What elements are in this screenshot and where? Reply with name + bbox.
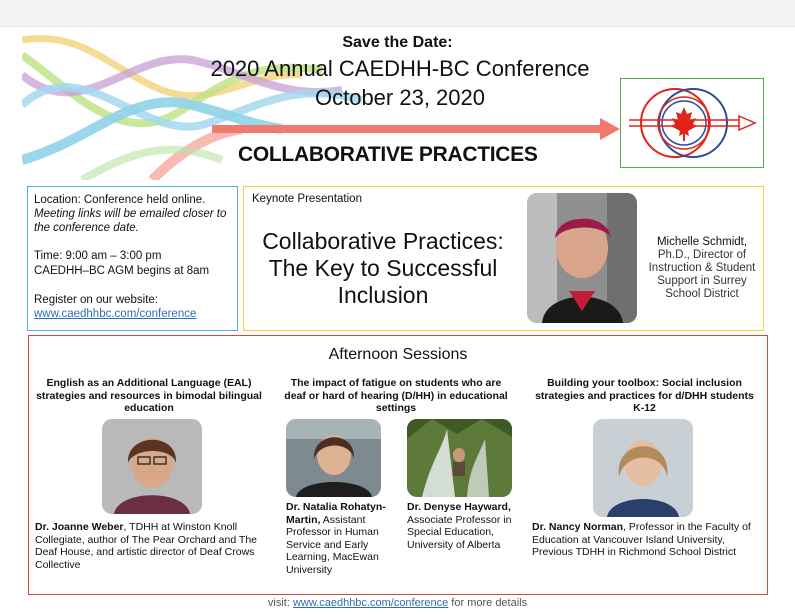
session-1-title: English as an Additional Language (EAL) strategies and resources in bimodal bilingual education bbox=[36, 377, 262, 414]
save-the-date-heading: Save the Date: bbox=[342, 34, 453, 51]
register-website-link[interactable]: www.caedhhbc.com/conference bbox=[34, 308, 197, 320]
natalia-rohatyn-martin-photo bbox=[286, 419, 381, 497]
denyse-hayward-bio: Associate Professor in Special Education, University of Alberta bbox=[407, 513, 512, 551]
keynote-title: Collaborative Practices: The Key to Successful Inclusion bbox=[262, 228, 504, 308]
time-text: Time: 9:00 am – 3:00 pm bbox=[34, 250, 162, 262]
joanne-weber-photo bbox=[102, 419, 202, 514]
keynote-box bbox=[243, 186, 764, 331]
denyse-hayward-name: Dr. Denyse Hayward, bbox=[407, 501, 511, 513]
keynote-label: Keynote Presentation bbox=[252, 193, 362, 205]
denyse-hayward-photo bbox=[407, 419, 512, 497]
session-2-title: The impact of fatigue on students who are deaf or hard of hearing (D/HH) in educational settings bbox=[284, 377, 508, 414]
natalia-rohatyn-martin-speaker bbox=[286, 501, 406, 576]
agm-text: CAEDHH–BC AGM begins at 8am bbox=[34, 265, 210, 277]
conference-title: 2020 Annual CAEDHH-BC Conference bbox=[210, 56, 590, 81]
keynote-speaker-name: Michelle Schmidt bbox=[656, 236, 744, 248]
keynote-speaker-title: Ph.D., Director of Instruction & Student Support in Surrey School District bbox=[648, 249, 756, 300]
afternoon-sessions-box bbox=[28, 335, 768, 595]
nancy-norman-photo bbox=[593, 419, 693, 517]
conference-date: October 23, 2020 bbox=[314, 85, 485, 110]
window-top-bar bbox=[0, 0, 795, 27]
footer-website-link[interactable]: www.caedhhbc.com/conference bbox=[292, 597, 449, 609]
session-3-speaker bbox=[532, 521, 764, 559]
session-1-speaker bbox=[35, 521, 267, 571]
nancy-norman-name: Dr. Nancy Norman bbox=[532, 521, 624, 533]
joanne-weber-name: Dr. Joanne Weber bbox=[35, 521, 124, 533]
caedhh-logo bbox=[620, 78, 764, 168]
location-note: Meeting links will be emailed closer to the conference date. bbox=[34, 208, 227, 234]
event-info-box bbox=[27, 186, 238, 331]
session-3-title: Building your toolbox: Social inclusion strategies and practices for d/DHH students K-12 bbox=[535, 377, 754, 414]
maple-leaf-logo-icon bbox=[621, 79, 763, 167]
afternoon-sessions-heading: Afternoon Sessions bbox=[328, 346, 468, 363]
joanne-weber-bio: , TDHH at Winston Knoll Collegiate, author of The Pear Orchard and The Deaf House, and artistic director of Deaf Crows Collective bbox=[35, 521, 257, 571]
keynote-speaker-info: Michelle Schmidt, Ph.D., Director of Instruction & Student Support in Surrey School District bbox=[648, 236, 756, 300]
footer bbox=[0, 597, 795, 609]
footer-visit-text: visit: bbox=[267, 597, 293, 609]
keynote-speaker-photo bbox=[527, 193, 637, 323]
natalia-rohatyn-martin-bio: Assistant Professor in Human Service and Early Learning, MacEwan University bbox=[286, 513, 379, 576]
conference-theme: COLLABORATIVE PRACTICES bbox=[238, 143, 538, 166]
natalia-rohatyn-martin-name: Dr. Natalia Rohatyn-Martin, bbox=[286, 501, 386, 526]
register-text: Register on our website: bbox=[34, 294, 159, 306]
location-text: Location: Conference held online. bbox=[34, 194, 206, 206]
denyse-hayward-speaker bbox=[407, 501, 517, 551]
nancy-norman-bio: , Professor in the Faculty of Education at Vancouver Island University, Previous TDHH in Richmond School District bbox=[532, 521, 751, 558]
footer-details-text: for more details bbox=[448, 597, 528, 609]
